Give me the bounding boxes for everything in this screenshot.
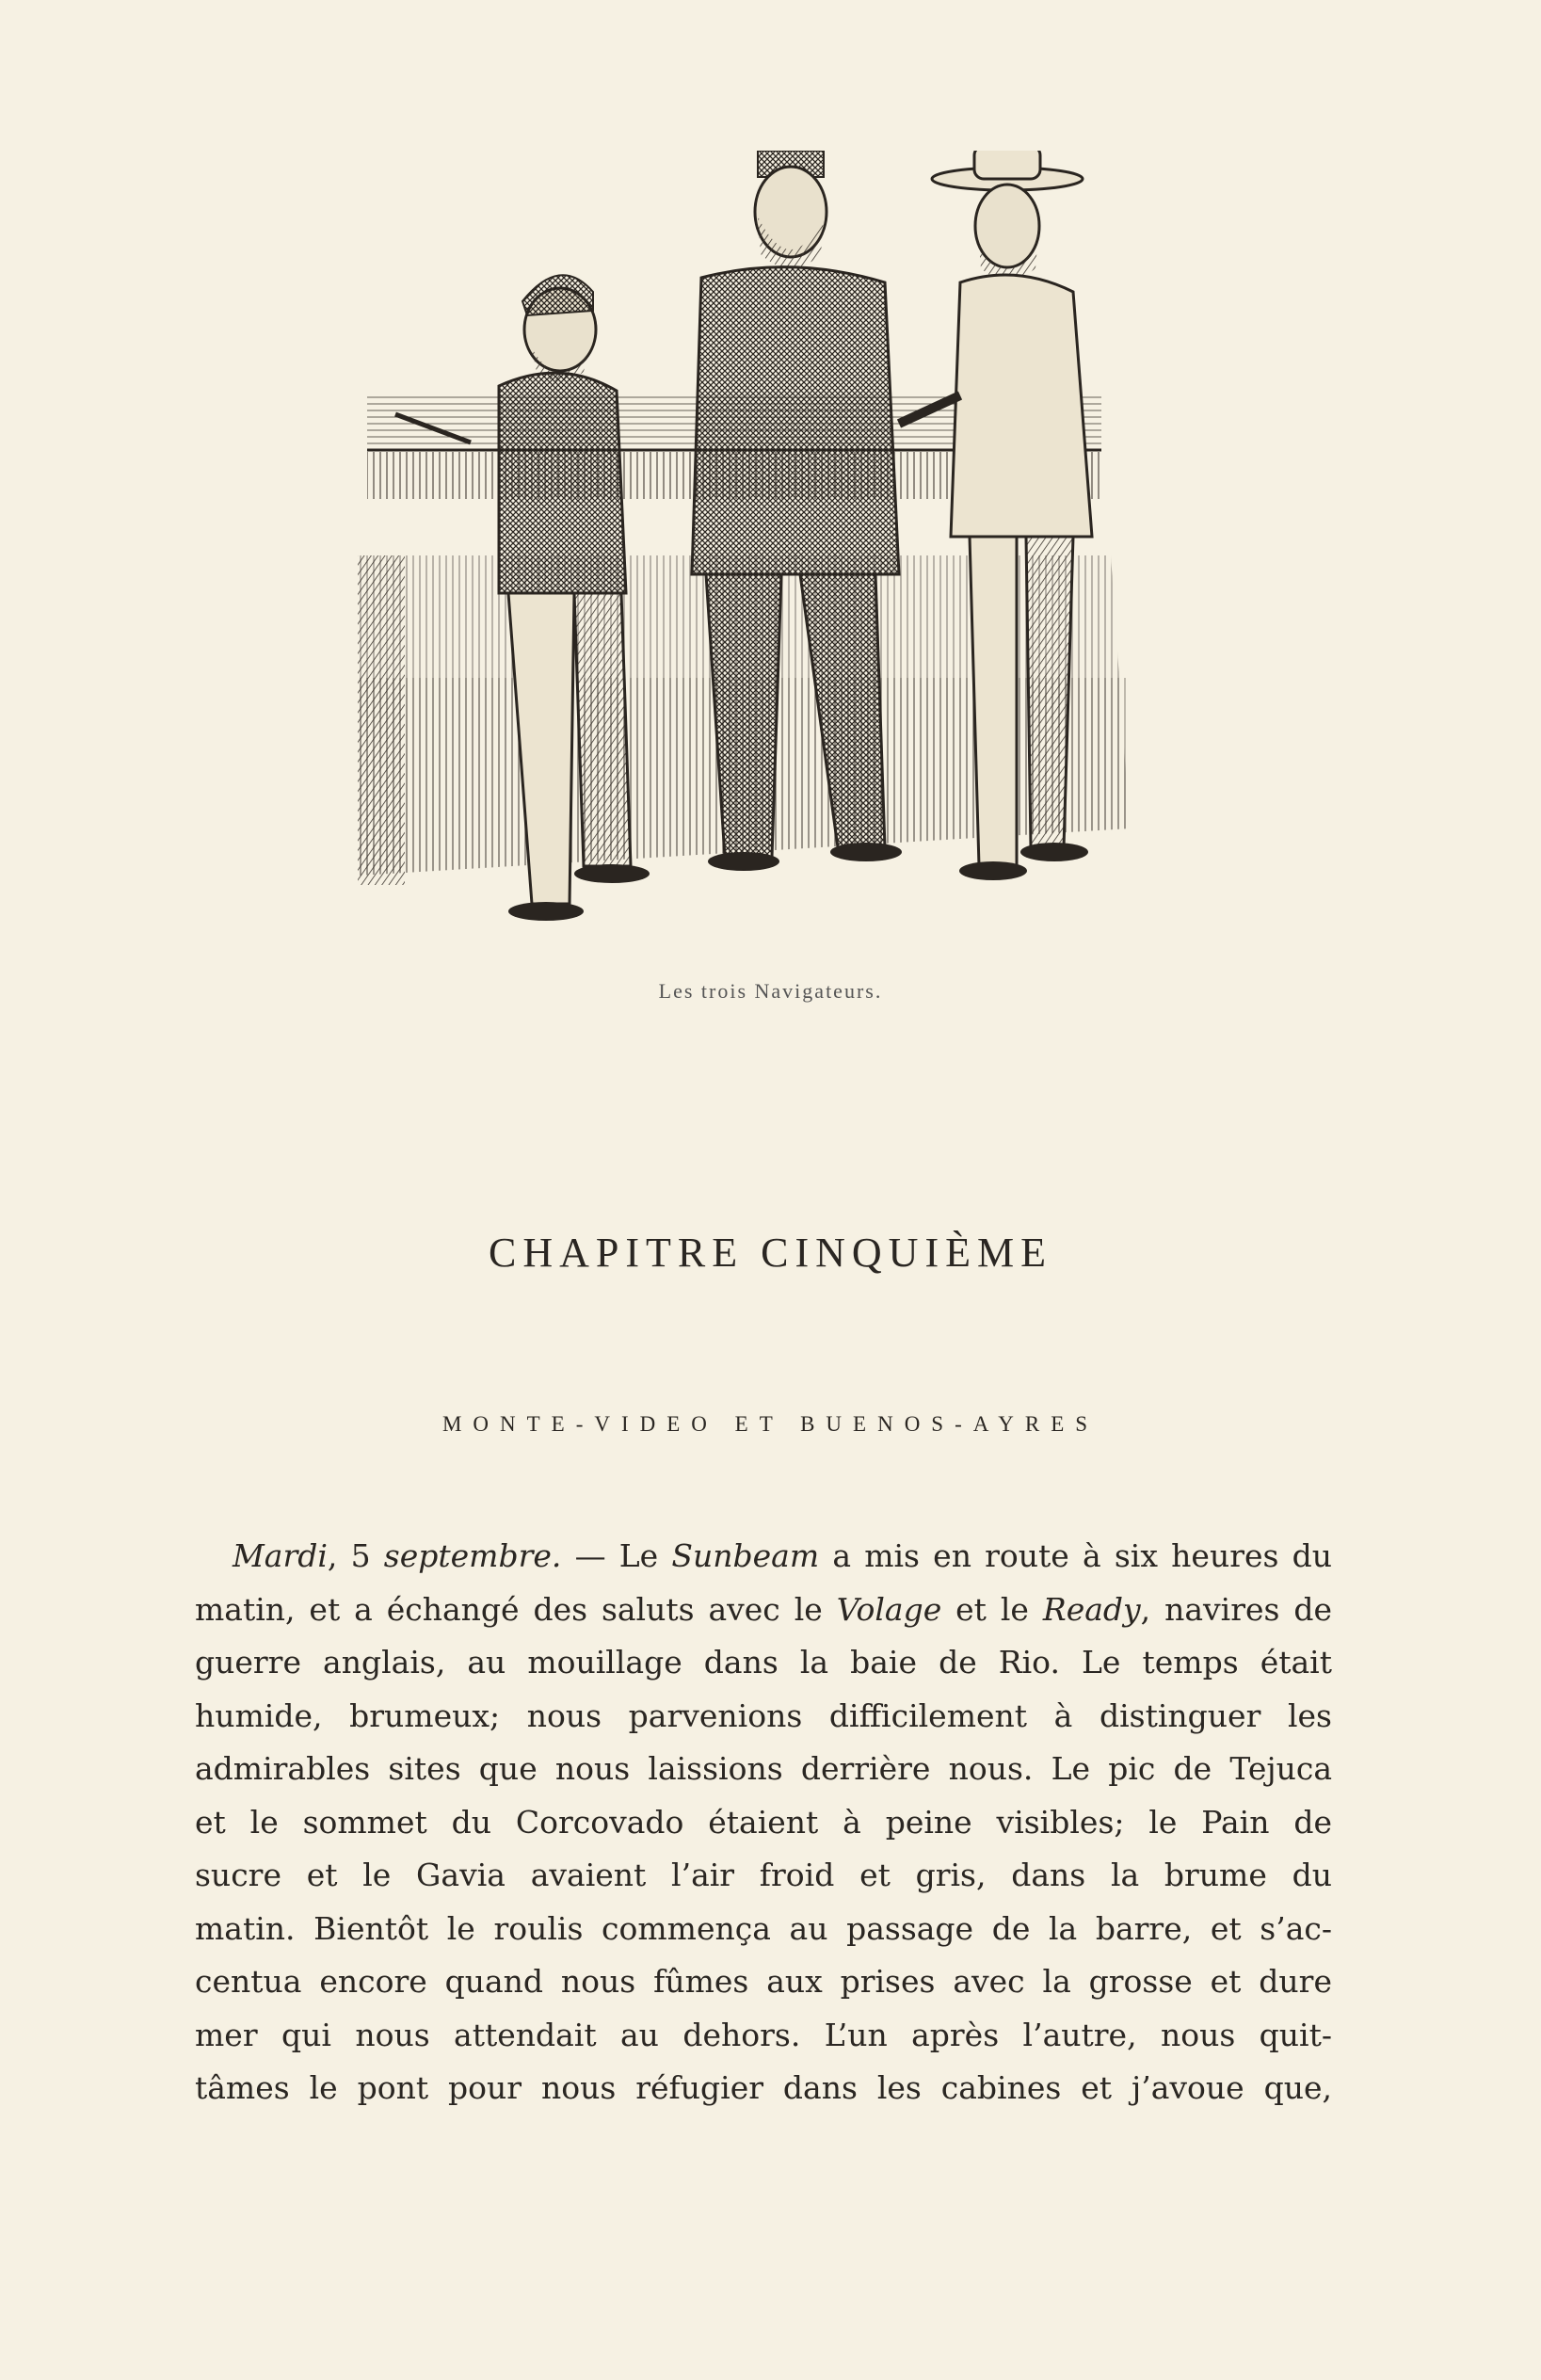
text-line-8: matin. Bientôt le roulis commença au passage de la barre, et s’ac- [195,1909,1332,1947]
text-line-5: admirables sites que nous laissions derrière nous. Le pic de Tejuca [195,1750,1332,1787]
engraving-illustration [358,151,1196,970]
ship-name-ready: Ready [1042,1590,1141,1628]
line1-rest: a mis en route à six heures du [819,1537,1332,1574]
date-month: septembre. [383,1537,562,1574]
ship-name-volage: Volage [836,1590,942,1628]
line2-post: , navires de [1140,1590,1332,1628]
text-line-6: et le sommet du Corcovado étaient à peine visibles; le Pain de [195,1803,1332,1841]
illustration-caption: Les trois Navigateurs. [658,979,883,1003]
text-line-10: mer qui nous attendait au dehors. L’un après l’autre, nous quit- [195,2016,1332,2053]
text-line-9: centua encore quand nous fûmes aux prises avec la grosse et dure [195,1963,1332,2000]
date-day: Mardi [233,1537,328,1574]
text-line-2 [195,1584,1332,1637]
chapter-title: CHAPITRE CINQUIÈME [489,1230,1052,1276]
ship-name-sunbeam: Sunbeam [671,1537,820,1574]
mast-post [358,555,405,885]
date-number: , 5 [327,1537,384,1574]
text-line-7: sucre et le Gavia avaient l’air froid et gris, dans la brume du [195,1857,1332,1893]
text-line-4: humide, brumeux; nous parvenions difficilement à distinguer les [195,1697,1332,1734]
text-line-11: tâmes le pont pour nous réfugier dans les cabines et j’avoue que, [195,2069,1332,2106]
line2-pre: matin, et a échangé des saluts avec le [195,1590,837,1628]
chapter-subtitle: MONTE-VIDEO ET BUENOS-AYRES [441,1412,1100,1436]
body-text [195,1530,1332,2115]
line2-mid: et le [941,1590,1043,1628]
text-line-3: guerre anglais, au mouillage dans la baie de Rio. Le temps était [195,1644,1332,1680]
dash-text: — Le [561,1537,672,1574]
text-line-1 [195,1530,1332,1584]
